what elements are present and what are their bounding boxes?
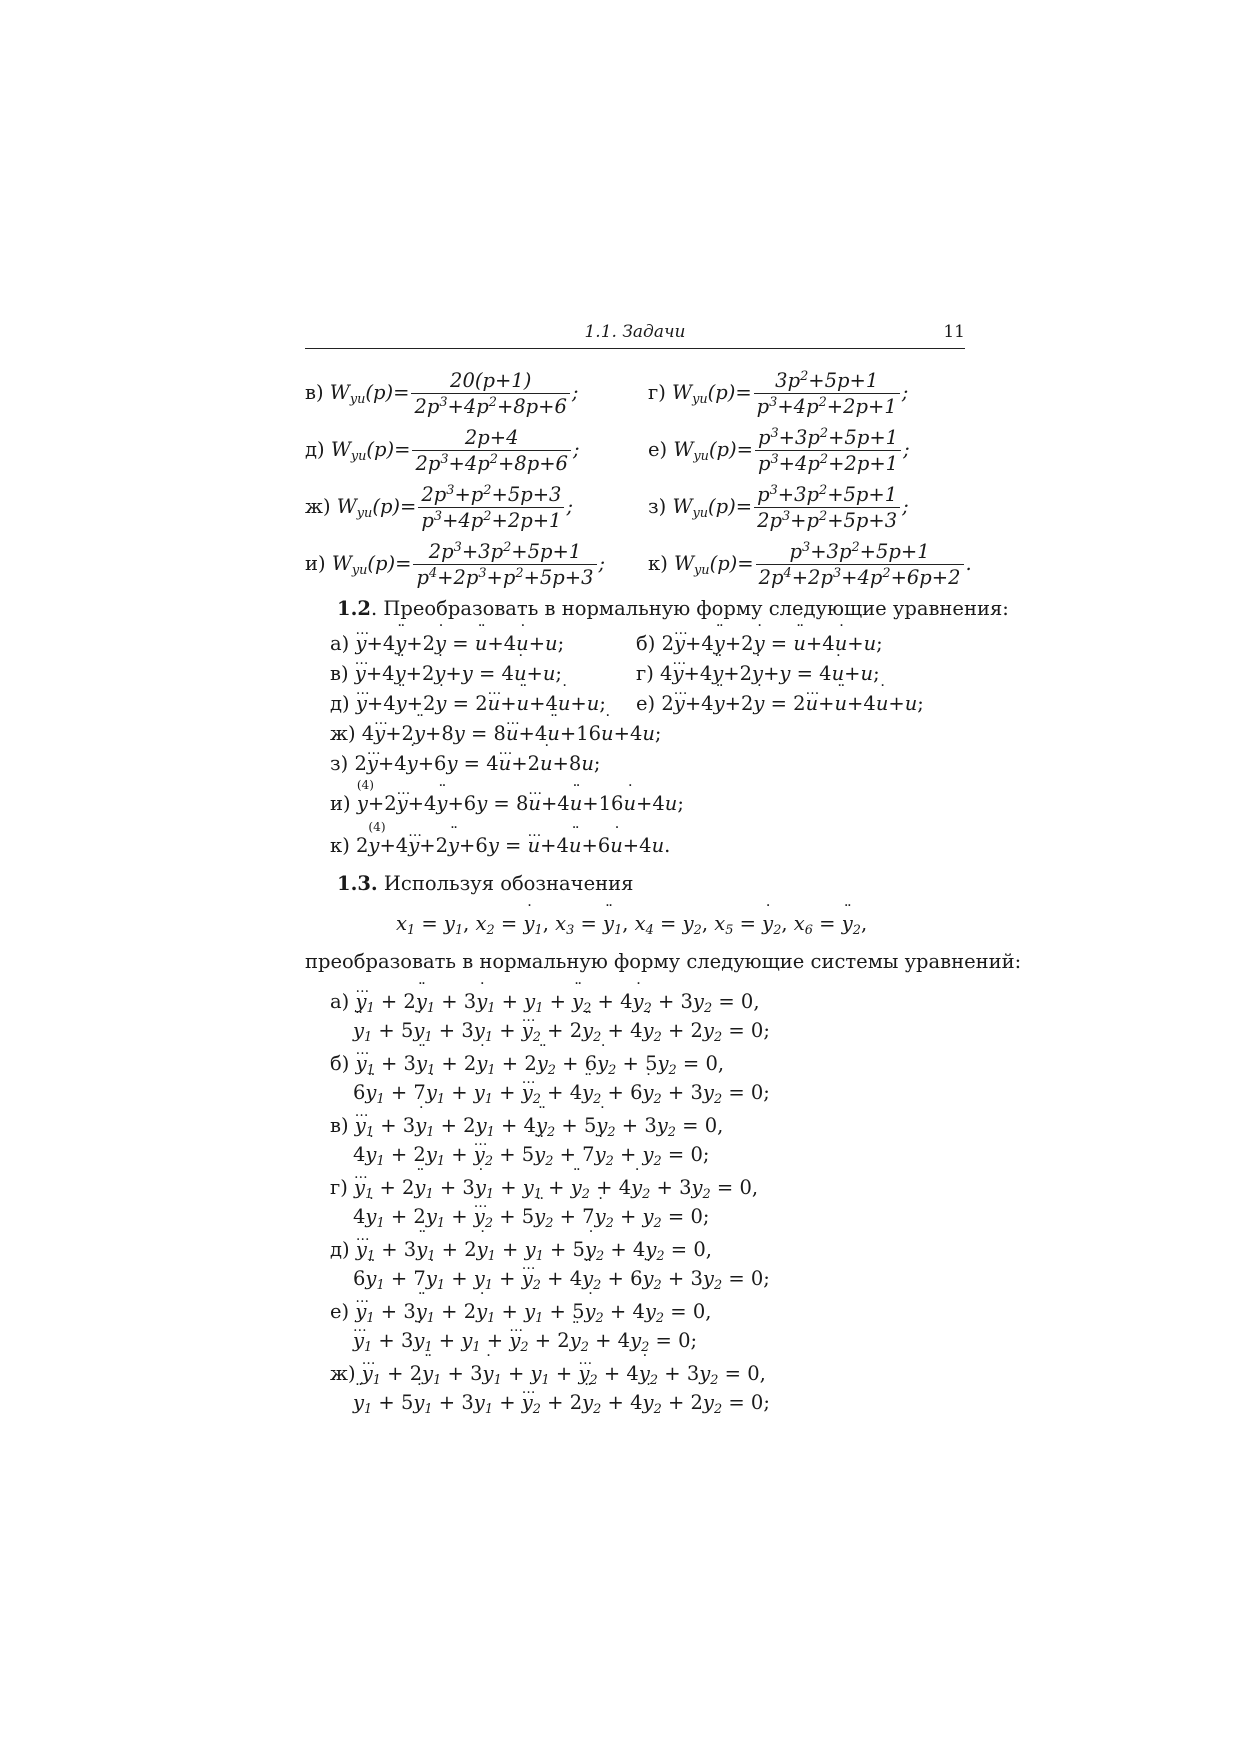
terminator: ; bbox=[571, 381, 579, 404]
fraction bbox=[413, 539, 596, 590]
denominator: $2p^3+p^2+5p+3$ bbox=[757, 508, 898, 532]
denominator: $p^4+2p^3+p^2+5p+3$ bbox=[416, 565, 594, 589]
problem-1-3-text: преобразовать в нормальную форму следующие системы уравнений: bbox=[305, 950, 1022, 973]
item-label: в) bbox=[330, 662, 349, 685]
numerator: $p^3+3p^2+5p+1$ bbox=[754, 482, 900, 508]
system-item-6-eq2: ¨ $y_1$ + 5˙ $y_1 + 3y_1$ + … $y_2$ + 2¨ $y_2$ + 4˙ $y_2 + 2y_2 = 0$; bbox=[353, 1391, 770, 1414]
equation-item-5 bbox=[636, 692, 924, 715]
denominator: $p^3+4p^2+2p+1$ bbox=[421, 508, 562, 532]
terminator: ; bbox=[902, 495, 909, 518]
denominator: $2p^4+2p^3+4p^2+6p+2$ bbox=[758, 565, 961, 589]
numerator: $3p^2+5p+1$ bbox=[754, 368, 900, 394]
item-label: ж) bbox=[330, 722, 356, 745]
equation: … y+4¨ y+2˙ y = ¨ u+4˙ u+u; bbox=[355, 632, 564, 655]
equation: … y+4¨ y+2˙ y = 2… u+¨ u+4˙ u+u; bbox=[356, 692, 606, 715]
transfer-function-7 bbox=[648, 539, 972, 590]
equation: 2(4) y+4… y+2¨ y+6y = … u+4¨ u+6˙ u+4u. bbox=[356, 834, 670, 857]
terminator: ; bbox=[901, 381, 909, 404]
equation-1: … $y_1$ + 3¨ $y_1$ + 2˙ $y_1 + y_1$ + 5˙ $y_2 + 4y_2 = 0$, bbox=[355, 1300, 711, 1323]
item-label: в) bbox=[305, 381, 324, 404]
denominator: $p^3+4p^2+2p+1$ bbox=[758, 451, 899, 475]
running-header bbox=[305, 318, 965, 349]
denominator: $2p^3+4p^2+8p+6$ bbox=[415, 451, 568, 475]
item-label: ж) bbox=[330, 1362, 356, 1385]
terminator: ; bbox=[566, 495, 574, 518]
equation-1: … $y_1$ + 2¨ $y_1$ + 3˙ $y_1 + y_1$ + ¨ $y_2$ + 4˙ $y_2 + 3y_2 = 0$, bbox=[354, 1176, 758, 1199]
section-title: 1.1. Задачи bbox=[584, 322, 686, 342]
item-label: з) bbox=[648, 495, 667, 518]
fraction bbox=[418, 482, 564, 533]
item-label: б) bbox=[330, 1052, 350, 1075]
system-item-3-eq2: 4˙ $y_1 + 2y_1$ + … $y_2$ + 5¨ $y_2$ + 7˙ $y_2 + y_2 = 0$; bbox=[353, 1205, 709, 1228]
item-label: а) bbox=[330, 632, 350, 655]
numerator: $p^3+3p^2+5p+1$ bbox=[756, 539, 964, 565]
problem-text: . Преобразовать в нормальную форму следующие уравнения: bbox=[370, 597, 1009, 620]
equation-item-7 bbox=[330, 752, 600, 775]
fraction bbox=[755, 425, 901, 476]
transfer-function-2 bbox=[305, 425, 580, 476]
transfer-function-4 bbox=[305, 482, 573, 533]
problem-number: 1.3. bbox=[337, 872, 378, 895]
item-label: и) bbox=[330, 792, 351, 815]
item-label: г) bbox=[330, 1176, 348, 1199]
item-label: к) bbox=[648, 552, 668, 575]
problem-number: 1.2 bbox=[337, 597, 371, 620]
system-item-5-eq2: … $y_1$ + 3˙ $y_1 + y_1$ + … $y_2$ + 2¨ $y_2 + 4y_2 = 0$; bbox=[353, 1329, 697, 1352]
item-label: г) bbox=[636, 662, 654, 685]
equation-item-8 bbox=[330, 792, 684, 815]
system-item-1-eq2: 6¨ $y_1$ + 7˙ $y_1 + y_1$ + … $y_2$ + 4¨ $y_2$ + 6˙ $y_2 + 3y_2 = 0$; bbox=[353, 1081, 770, 1104]
equation: … y+4¨ y+2˙ y+y = 4˙ u+u; bbox=[355, 662, 562, 685]
equation: 2… y+4¨ y+2˙ y = 2… u+¨ u+4˙ u+u; bbox=[661, 692, 924, 715]
equation-1: … $y_1$ + 2¨ $y_1$ + 3˙ $y_1 + y_1$ + … $y_2$ + 4˙ $y_2 + 3y_2 = 0$, bbox=[362, 1362, 766, 1385]
denominator: $p^3+4p^2+2p+1$ bbox=[756, 394, 897, 418]
numerator: $2p^3+p^2+5p+3$ bbox=[418, 482, 564, 508]
function-lhs: $W_{yu}(p)=$ bbox=[329, 381, 410, 407]
item-label: е) bbox=[648, 438, 668, 461]
function-lhs: $W_{yu}(p)=$ bbox=[672, 381, 752, 407]
equation: 2… y+4¨ y+2˙ y = ¨ u+4˙ u+u; bbox=[662, 632, 883, 655]
system-item-0-eq2: ¨ $y_1$ + 5˙ $y_1 + 3y_1$ + … $y_2$ + 2¨ $y_2$ + 4˙ $y_2 + 2y_2 = 0$; bbox=[353, 1019, 770, 1042]
terminator: . bbox=[965, 552, 972, 575]
terminator: ; bbox=[572, 438, 580, 461]
item-label: д) bbox=[330, 692, 350, 715]
function-lhs: $W_{yu}(p)=$ bbox=[674, 552, 754, 578]
numerator: $2p^3+3p^2+5p+1$ bbox=[413, 539, 596, 565]
equation-1: … $y_1$ + 3¨ $y_1$ + 2˙ $y_1 + y_1$ + 5˙ $y_2 + 4y_2 = 0$, bbox=[356, 1238, 712, 1261]
notation-line: $x_1 = y_1$, $x_2$ = ˙ $y_1$, $x_3$ = ¨ $y_1$, $x_4 = y_2$, $x_5$ = ˙ $y_2$, $x_6$ = ¨ $y_2$, bbox=[396, 912, 867, 935]
function-lhs: $W_{yu}(p)=$ bbox=[336, 495, 417, 521]
equation: (4) y+2… y+4¨ y+6y = 8… u+4¨ u+16˙ u+4u; bbox=[357, 792, 684, 815]
function-lhs: $W_{yu}(p)=$ bbox=[330, 438, 411, 464]
equation: 2… y+4˙ y+6y = 4… u+2˙ u+8u; bbox=[354, 752, 600, 775]
transfer-function-0 bbox=[305, 368, 579, 419]
equation: 4… y+4¨ y+2˙ y+y = 4˙ u+u; bbox=[660, 662, 880, 685]
function-lhs: $W_{yu}(p)=$ bbox=[673, 438, 753, 464]
transfer-function-6 bbox=[305, 539, 605, 590]
equation-1: … $y_1$ + 2¨ $y_1$ + 3˙ $y_1 + y_1$ + ¨ $y_2$ + 4˙ $y_2 + 3y_2 = 0$, bbox=[355, 990, 759, 1013]
equation-item-4 bbox=[330, 692, 606, 715]
transfer-function-3 bbox=[648, 425, 910, 476]
terminator: ; bbox=[598, 552, 606, 575]
fraction bbox=[412, 425, 570, 476]
item-label: и) bbox=[305, 552, 326, 575]
numerator: $p^3+3p^2+5p+1$ bbox=[755, 425, 901, 451]
numerator: 20(p+1) bbox=[411, 368, 569, 394]
fraction bbox=[754, 482, 900, 533]
fraction bbox=[754, 368, 900, 419]
item-label: г) bbox=[648, 381, 666, 404]
fraction bbox=[756, 539, 964, 590]
item-label: е) bbox=[330, 1300, 350, 1323]
item-label: з) bbox=[330, 752, 349, 775]
denominator: $2p^3+4p^2+8p+6$ bbox=[414, 394, 567, 418]
item-label: ж) bbox=[305, 495, 331, 518]
system-item-2 bbox=[330, 1114, 724, 1140]
equation-1: … $y_1$ + 3¨ $y_1$ + 2˙ $y_1$ + 2¨ $y_2$ + 6˙ $y_2 + 5y_2 = 0$, bbox=[356, 1052, 725, 1075]
item-label: к) bbox=[330, 834, 350, 857]
transfer-function-1 bbox=[648, 368, 908, 419]
item-label: в) bbox=[330, 1114, 349, 1137]
item-label: б) bbox=[636, 632, 656, 655]
terminator: ; bbox=[903, 438, 910, 461]
page-number: 11 bbox=[943, 322, 965, 342]
equation-item-9 bbox=[330, 834, 670, 857]
equation-1: … $y_1$ + 3˙ $y_1 + 2y_1$ + 4¨ $y_2$ + 5˙ $y_2 + 3y_2 = 0$, bbox=[355, 1114, 724, 1137]
problem-1-3-heading bbox=[337, 872, 633, 895]
problem-text: Используя обозначения bbox=[383, 872, 634, 895]
item-label: е) bbox=[636, 692, 656, 715]
system-item-4-eq2: 6¨ $y_1$ + 7˙ $y_1 + y_1$ + … $y_2$ + 4¨ $y_2$ + 6˙ $y_2 + 3y_2 = 0$; bbox=[353, 1267, 770, 1290]
equation: 4… y+2¨ y+8y = 8… u+4¨ u+16˙ u+4u; bbox=[362, 722, 662, 745]
function-lhs: $W_{yu}(p)=$ bbox=[672, 495, 753, 521]
system-item-2-eq2: 4˙ $y_1 + 2y_1$ + … $y_2$ + 5¨ $y_2$ + 7˙ $y_2 + y_2 = 0$; bbox=[353, 1143, 709, 1166]
problem-1-2-heading bbox=[337, 597, 1009, 620]
function-lhs: $W_{yu}(p)=$ bbox=[331, 552, 412, 578]
numerator: 2p+4 bbox=[412, 425, 570, 451]
transfer-function-5 bbox=[648, 482, 909, 533]
system-item-0 bbox=[330, 990, 760, 1016]
item-label: д) bbox=[305, 438, 325, 461]
fraction bbox=[411, 368, 569, 419]
system-item-6 bbox=[330, 1362, 766, 1388]
item-label: а) bbox=[330, 990, 350, 1013]
item-label: д) bbox=[330, 1238, 350, 1261]
